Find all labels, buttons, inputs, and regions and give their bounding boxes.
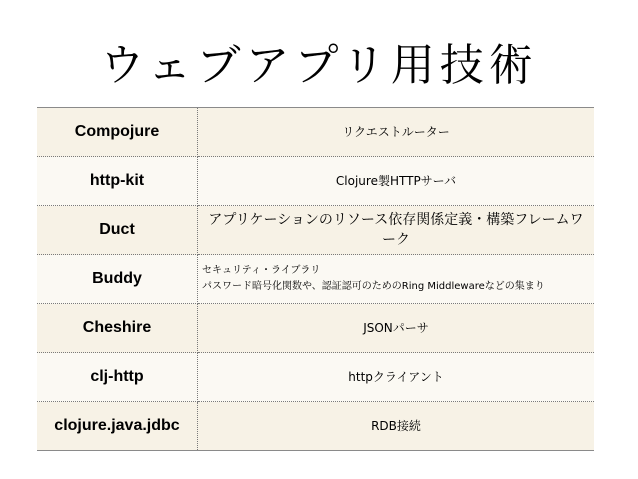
technology-name: Cheshire <box>37 304 198 353</box>
technology-name: Compojure <box>37 108 198 157</box>
technology-name: clojure.java.jdbc <box>37 402 198 451</box>
technology-description: アプリケーションのリソース依存関係定義・構築フレームワーク <box>198 206 595 255</box>
technology-name: Buddy <box>37 255 198 304</box>
technology-table <box>37 107 594 451</box>
technology-description: リクエストルーター <box>198 108 595 157</box>
technology-name: clj-http <box>37 353 198 402</box>
table-row <box>37 157 594 206</box>
technology-description: RDB接続 <box>198 402 595 451</box>
technology-name: Duct <box>37 206 198 255</box>
technology-description: Clojure製HTTPサーバ <box>198 157 595 206</box>
table-row <box>37 108 594 157</box>
technology-name: http-kit <box>37 157 198 206</box>
slide-title: ウェブアプリ用技術 <box>100 40 538 91</box>
technology-description: JSONパーサ <box>198 304 595 353</box>
description-line: パスワード暗号化関数や、認証認可のためのRing Middlewareなどの集まり <box>202 281 545 292</box>
table-row <box>37 255 594 304</box>
table-row <box>37 353 594 402</box>
table-row <box>37 402 594 451</box>
technology-description <box>198 255 595 304</box>
table-row <box>37 304 594 353</box>
description-line: セキュリティ・ライブラリ <box>202 265 321 276</box>
table-row <box>37 206 594 255</box>
technology-description: httpクライアント <box>198 353 595 402</box>
